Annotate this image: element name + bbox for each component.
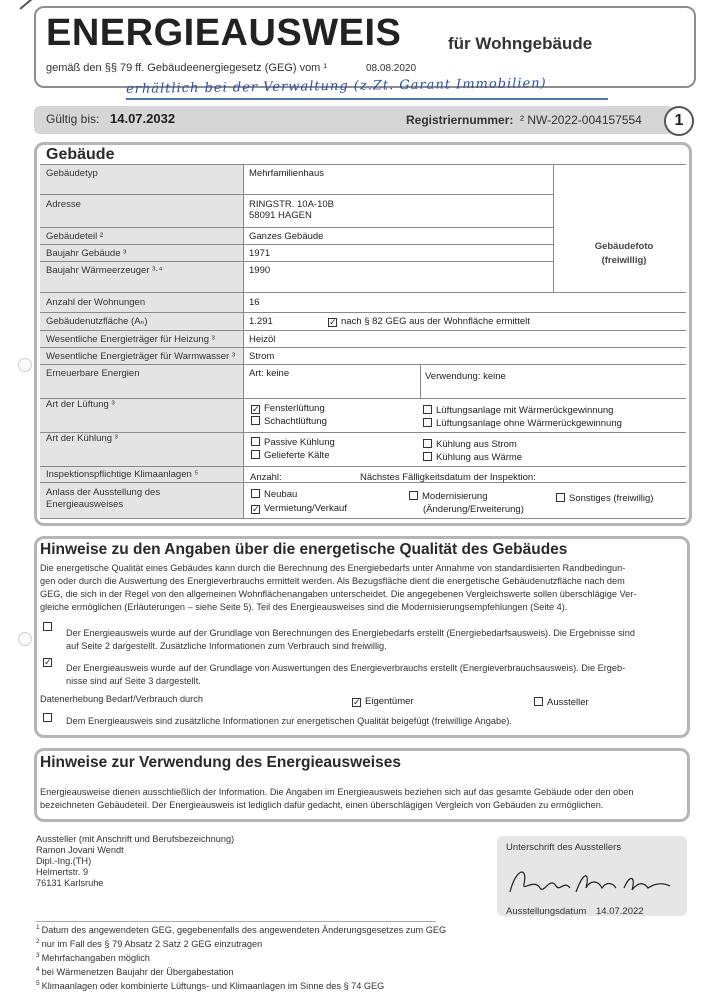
issue-reason-label (46, 487, 160, 511)
reason-other-option[interactable] (556, 493, 653, 504)
ventilation-label: Art der Lüftung ³ (46, 399, 115, 410)
consumption-certificate-text (66, 662, 625, 688)
grid-hline (40, 518, 686, 519)
checkbox[interactable] (423, 439, 432, 448)
grid-hline (40, 466, 686, 467)
additional-info-checkbox[interactable] (43, 713, 56, 724)
checkbox[interactable] (423, 452, 432, 461)
grid-hline (40, 227, 553, 228)
construction-year-label: Baujahr Gebäude ³ (46, 248, 127, 259)
cooling-electric-option[interactable] (423, 439, 517, 450)
option-text: Kühlung aus Wärme (436, 452, 523, 463)
reason-modernisation-sub: (Änderung/Erweiterung) (423, 504, 524, 515)
issuer-block (36, 834, 234, 889)
option-text: Aussteller (547, 697, 589, 708)
valid-until-label: Gültig bis: (46, 112, 100, 126)
grid-hline (40, 364, 686, 365)
text-line: Der Energieausweis wurde auf der Grundlage von Auswertungen des Energieverbrauchs erstellt (Energieverbrauchsausweis). Die Ergeb- (66, 663, 626, 673)
text-line: Energieausweise dienen ausschließlich der Information. Die Angaben im Energieausweis beziehen sich auf das gesamte Gebäude oder den oben (40, 787, 634, 797)
grid-hline (40, 261, 553, 262)
law-date: 08.08.2020 (366, 63, 417, 74)
address-city: 58091 HAGEN (249, 210, 312, 221)
option-text: Sonstiges (freiwillig) (569, 493, 654, 504)
aircon-due-label: Nächstes Fälligkeitsdatum der Inspektion: (360, 472, 536, 483)
photo-optional-label: (freiwillig) (601, 255, 647, 266)
quality-intro (40, 562, 636, 614)
valid-until-date: 14.07.2032 (110, 111, 176, 126)
checkbox[interactable] (423, 418, 432, 427)
ventilation-shaft-option[interactable] (251, 416, 327, 427)
footnote-text: Mehrfachangaben möglich (41, 953, 150, 964)
text-line: bezeichneten Gebäudeteil. Der Energieausweis ist lediglich dafür gedacht, einen überschlägigen Vergleich von Gebäuden zu ermöglichen. (40, 800, 604, 810)
reason-new-build-option[interactable] (251, 489, 297, 500)
checkbox-checked[interactable] (43, 658, 52, 667)
issue-reason-label-line: Energieausweises (46, 499, 124, 510)
renewable-label: Erneuerbare Energien (46, 368, 140, 379)
grid-hline (40, 398, 686, 399)
option-text: Neubau (264, 489, 298, 500)
demand-certificate-checkbox[interactable] (43, 622, 56, 633)
text-line: GEG, die sich in der Regel von den allgemeinen Wohnflächenangaben unterscheidet. Die angegebenen Vergleichswerte sollen überschlägige Ver- (40, 589, 637, 599)
checkbox[interactable] (251, 489, 260, 498)
grid-hline (40, 432, 686, 433)
text-line: gleiche ermöglichen (Erläuterungen – siehe Seite 5). Teil des Energieausweises sind die Modernisierungsempfehlungen (Seite 4). (40, 602, 568, 612)
building-type-value: Mehrfamilienhaus (249, 168, 324, 179)
ventilation-without-recovery-option[interactable] (423, 418, 622, 429)
punch-hole (18, 358, 32, 372)
footnote-number: 2 (36, 938, 40, 946)
consumption-certificate-checkbox[interactable] (43, 656, 56, 667)
floor-area-value: 1.291 (249, 316, 273, 327)
footnote (36, 964, 446, 978)
text-line: Der Energieausweis wurde auf der Grundlage von Berechnungen des Energiebedarfs erstellt (Energiebedarfsausweis). Die Ergebnisse sind (66, 628, 635, 638)
checkbox[interactable] (556, 493, 565, 502)
renewable-type-value: Art: keine (249, 368, 290, 379)
registration-label: Registriernummer: (406, 113, 514, 127)
grid-vline (553, 164, 554, 292)
issuer-title: Dipl.-Ing.(TH) (36, 856, 92, 866)
reason-rent-sale-option[interactable] (251, 503, 347, 514)
ventilation-window-option[interactable] (251, 403, 325, 414)
option-text: Modernisierung (422, 491, 488, 502)
law-reference: gemäß den §§ 79 ff. Gebäudeenergiegesetz (GEG) vom ¹ (46, 62, 328, 74)
heater-year-label: Baujahr Wärmeerzeuger ³·⁴ (46, 265, 163, 276)
option-text: Passive Kühlung (264, 437, 335, 448)
issuer-city: 76131 Karlsruhe (36, 878, 104, 888)
footnote-number: 5 (36, 980, 40, 988)
grid-hline (40, 244, 553, 245)
footnote (36, 936, 446, 950)
address-street: RINGSTR. 10A-10B (249, 199, 334, 210)
grid-hline (40, 164, 686, 165)
footnote-text: bei Wärmenetzen Baujahr der Übergabestation (41, 967, 234, 978)
handwritten-note: erhältlich bei der Verwaltung (z.Zt. Garant Immobilien) (125, 76, 547, 97)
address-label: Adresse (46, 199, 81, 210)
footnote-text: nur im Fall des § 79 Absatz 2 Satz 2 GEG einzutragen (41, 939, 263, 950)
building-heading: Gebäude (46, 146, 115, 163)
usage-notes-text (40, 786, 633, 812)
footnote-number: 1 (36, 924, 40, 931)
footnote-number: 4 (36, 966, 40, 974)
footnotes (36, 922, 446, 992)
option-text: Fensterlüftung (264, 403, 325, 414)
checkbox[interactable] (251, 450, 260, 459)
checkbox[interactable] (534, 697, 543, 706)
usage-notes-heading: Hinweise zur Verwendung des Energieausweises (40, 754, 401, 771)
heating-carrier-label: Wesentliche Energieträger für Heizung ³ (46, 334, 215, 345)
building-part-value: Ganzes Gebäude (249, 231, 324, 242)
option-text: Vermietung/Verkauf (264, 503, 347, 514)
grid-hline (40, 347, 686, 348)
issue-date: 14.07.2022 (596, 906, 644, 917)
building-type-label: Gebäudetyp (46, 168, 98, 179)
apartments-value: 16 (249, 297, 260, 308)
demand-certificate-text (66, 627, 635, 653)
grid-hline (40, 330, 686, 331)
text-line: auf Seite 2 dargestellt. Zusätzliche Informationen zum Verbrauch sind freiwillig. (66, 641, 387, 651)
floor-area-method-option[interactable] (328, 316, 530, 327)
apartments-label: Anzahl der Wohnungen (46, 297, 146, 308)
grid-hline (40, 292, 686, 293)
issue-reason-label-line: Anlass der Ausstellung des (46, 487, 161, 498)
heating-carrier-value: Heizöl (249, 334, 276, 345)
quality-notes-heading: Hinweise zu den Angaben über die energetische Qualität des Gebäudes (40, 541, 568, 558)
data-by-owner-option[interactable] (352, 696, 414, 707)
footnote-text: Datum des angewendeten GEG, gegebenenfalls des angewendeten Änderungsgesetzes zum GEG (41, 925, 447, 936)
cooling-delivered-option[interactable] (251, 450, 329, 461)
issuer-label: Aussteller (mit Anschrift und Berufsbezeichnung) (36, 834, 235, 844)
document-title: ENERGIEAUSWEIS (46, 12, 402, 54)
issue-date-label: Ausstellungsdatum (506, 906, 587, 917)
option-text: Schachtlüftung (264, 416, 327, 427)
footnote (36, 978, 446, 992)
checkbox[interactable] (409, 491, 418, 500)
option-text: Lüftungsanlage ohne Wärmerückgewinnung (436, 418, 622, 429)
building-part-label: Gebäudeteil ² (46, 231, 104, 242)
grid-vline (420, 364, 421, 398)
data-by-issuer-option[interactable] (534, 697, 589, 708)
hotwater-carrier-label: Wesentliche Energieträger für Warmwasser ³ (46, 351, 236, 362)
footnote (36, 922, 446, 936)
checkbox[interactable] (251, 416, 260, 425)
grid-vline (243, 164, 244, 518)
cooling-heat-option[interactable] (423, 452, 522, 463)
punch-hole (18, 632, 32, 646)
document-subtitle: für Wohngebäude (448, 34, 593, 53)
grid-hline (40, 312, 686, 313)
checkbox[interactable] (251, 437, 260, 446)
checkbox[interactable] (43, 713, 52, 722)
option-text: Eigentümer (365, 696, 414, 707)
cooling-label: Art der Kühlung ³ (46, 433, 118, 444)
checkbox-checked[interactable] (328, 318, 337, 327)
footnote-text: Klimaanlagen oder kombinierte Lüftungs- und Klimaanlagen im Sinne des § 74 GEG (41, 981, 385, 992)
handwritten-underline (126, 98, 608, 100)
text-line: gen oder durch die Auswertung des Energieverbrauchs ermittelt werden. Als Bezugsfläche dient die energetische Gebäudenutzfläche nach dem (40, 576, 625, 586)
ventilation-with-recovery-option[interactable] (423, 405, 613, 416)
checkbox-checked[interactable] (352, 698, 361, 707)
construction-year-value: 1971 (249, 248, 271, 259)
text-line: Die energetische Qualität eines Gebäudes kann durch die Berechnung des Energiebedarfs unter Annahme von standardisierten Randbedingun- (40, 563, 626, 573)
cooling-passive-option[interactable] (251, 437, 335, 448)
aircon-count-label: Anzahl: (250, 472, 282, 483)
signature-image (506, 858, 676, 902)
aircon-label: Inspektionspflichtige Klimaanlagen ⁵ (46, 469, 199, 480)
heater-year-value: 1990 (249, 265, 271, 276)
checkbox-checked[interactable] (251, 505, 260, 514)
footnote-number: 3 (36, 952, 40, 960)
signature-label: Unterschrift des Ausstellers (506, 842, 622, 853)
footnote (36, 950, 446, 964)
photo-label: Gebäudefoto (594, 241, 654, 252)
checkbox-checked[interactable] (251, 405, 260, 414)
data-collection-label: Datenerhebung Bedarf/Verbrauch durch (40, 694, 203, 704)
option-text: Lüftungsanlage mit Wärmerückgewinnung (436, 405, 614, 416)
renewable-use-value: Verwendung: keine (425, 371, 506, 382)
floor-area-method-text: nach § 82 GEG aus der Wohnfläche ermittelt (341, 316, 530, 327)
page-number-badge: 1 (664, 106, 694, 136)
floor-area-label: Gebäudenutzfläche (Aₙ) (46, 316, 148, 327)
option-text: Gelieferte Kälte (264, 450, 330, 461)
checkbox[interactable] (43, 622, 52, 631)
hotwater-carrier-value: Strom (249, 351, 275, 362)
registration-number: ² NW-2022-004157554 (520, 113, 642, 127)
option-text: Kühlung aus Strom (436, 439, 517, 450)
grid-hline (40, 194, 553, 195)
issuer-name: Ramon Jovani Wendt (36, 845, 124, 855)
text-line: nisse sind auf Seite 3 dargestellt. (66, 676, 201, 686)
reason-modernisation-option[interactable] (409, 491, 487, 502)
building-photo-placeholder (574, 240, 674, 268)
additional-info-text: Dem Energieausweis sind zusätzliche Informationen zur energetischen Qualität beigefügt (freiwillige Angabe). (66, 716, 512, 726)
issuer-street: Helmertstr. 9 (36, 867, 89, 877)
checkbox[interactable] (423, 405, 432, 414)
